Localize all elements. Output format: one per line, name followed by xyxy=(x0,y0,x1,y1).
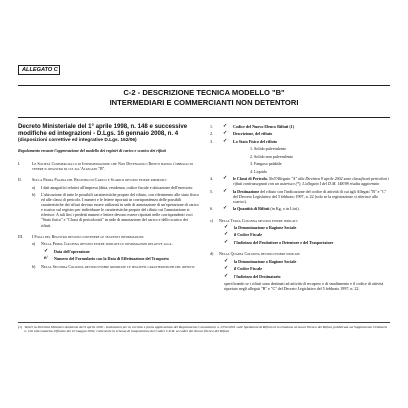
field-6-body xyxy=(233,206,391,211)
field-2-text: Descrizione, del rifiuto xyxy=(233,131,273,137)
checkmark-icon: ✓ xyxy=(223,176,228,182)
physical-state-3-text: 3. Fangoso palabile xyxy=(250,161,282,167)
section-3-a xyxy=(32,241,199,246)
field-4-text: Nell'Allegato "A" alla Direttiva 9 aprile 2002 sono classificati pericolosi i rifiuti contrassegnati con un asterisco (*), L'allegato I del D.M. 148/98 risulta aggiornato xyxy=(233,176,390,187)
physical-state-2 xyxy=(250,154,391,159)
document-header xyxy=(18,88,390,107)
field-6-lead: la Quantità di Rifiuti xyxy=(233,206,270,212)
checkmark-icon: ✓ xyxy=(224,232,229,238)
section-2-numeral: II. xyxy=(18,177,22,183)
section-2-a-text: I dati anagrafici relativi all'impresa (ditta, residenza, codice fiscale e ubicazione dell'esercizio. xyxy=(41,184,194,190)
section-d-text: Nella Quarta Colonna devono essere indicati: xyxy=(219,251,301,257)
checkmark-icon: ✓ xyxy=(223,131,228,137)
section-2-b-text: L'ubicazione di tutte le possibili caratteristiche proprie del rifiuto, con riferimento alle stato fisico ed alle classi di pericolo. I numeri e le lettere riportati in corrispondenza delle possibili caratteristiche dei rifiuti devono essere utilizzati in sede di annotazione di un'operazione di carico e scarico sul registro per individuare le caratteristiche proprie del rifiuto cui l'annotazione si riferisce. A tali fini i predetti numeri e lettere devono essere riportati nelle corrispondenti voci "Stato fisico" e "Classi di pericolosità" in sede di annotazione del carico e dello scarico dei rifiuti. xyxy=(41,192,199,228)
header-rule-top xyxy=(18,85,390,86)
decree-subtitle: (disposizioni correttive ed integrative D.Lgs. 152/06) xyxy=(18,137,137,143)
field-5-lead: la Destinazione xyxy=(233,188,260,194)
section-3-b-text: Nella Seconda Colonna devono essere riportate le seguenti caratteristiche del rifiuto: xyxy=(41,263,196,269)
section-d-item-1 xyxy=(224,259,391,264)
section-3-b-letter: b) xyxy=(32,263,36,269)
section-2-text: Sulla Prima Pagina del Registro di Carico e Scarico devono essere riportati: xyxy=(32,177,167,183)
field-6-number: 6. xyxy=(210,206,214,212)
field-3-text: Lo Stato Fisico del rifiuto xyxy=(233,138,278,144)
section-c-text: Nella Terza Colonna devono essere indicati: xyxy=(219,217,298,223)
field-1 xyxy=(210,124,391,129)
section-3-numeral: III. xyxy=(18,233,24,239)
checkmark-icon: ✓ xyxy=(223,188,228,194)
field-6-text: (in Kg, o in Litri). xyxy=(270,206,300,212)
footnote-text: Valori la Direttiva Ministero Ambiente del 9 aprile 2002 - Indicazioni per la corretta e piena applicazione del Regolamento Comunitario n. 2552/2001 sulle Spedizioni di Rifiuti ed in relazione al nuovo Elenco dei Rifiuti, pubblicata sul Supplemento Ordinario n. 102 alla Gazzetta Ufficiale del 10 maggio 2002, contenente lo schema di trasposizione dei Codici C.E.R. ai codici del Nuovo Elenco dei Rifiuti. xyxy=(24,325,388,334)
checkmark-icon: ✓ xyxy=(224,239,229,245)
field-3-number: 3. xyxy=(210,138,214,144)
physical-state-1-text: 1. Solido pulverulento xyxy=(250,146,287,152)
physical-state-3 xyxy=(250,161,391,166)
field-4-body xyxy=(233,176,391,186)
section-2-a-letter: a) xyxy=(32,184,36,190)
field-4-lead: le Classi di Pericolo. xyxy=(233,176,268,182)
checkmark-icon: ✓ xyxy=(224,258,229,264)
section-3-text: I Fogli del Registro devono contenere le seguenti informazioni: xyxy=(32,233,145,239)
field-1-text: Codice del Nuovo Elenco Rifiuti (1) xyxy=(233,124,295,129)
field-6 xyxy=(210,206,391,211)
checkmark-icon: ✓ xyxy=(224,224,229,230)
field-4-number: 4. xyxy=(210,176,214,182)
section-3-a-item-1 xyxy=(44,249,199,254)
field-3 xyxy=(210,139,391,144)
physical-state-4-text: 4. Liquido xyxy=(250,168,267,174)
checkmark-icon: ✓ xyxy=(223,206,228,212)
section-2-b-letter: b) xyxy=(32,192,36,198)
section-1 xyxy=(18,161,199,171)
allegato-label: ALLEGATO C xyxy=(18,65,60,75)
section-c-item-3-text: l'Indirizzo del Produttore o Detentore e del Trasportatore xyxy=(234,239,334,245)
physical-state-2-text: 2. Solido non pulverulento xyxy=(250,153,294,159)
section-d-note-text: specificando se i rifiuti sono destinati ad attività di recupero o di smaltimento e il codice di attività riportato negli allegati "B" e "C" del Decreto Legislativo del 5 febbraio 1997, n. 22. xyxy=(224,281,384,292)
section-2-b xyxy=(32,192,199,227)
header-title-line1: C-2 - DESCRIZIONE TECNICA MODELLO "B" xyxy=(123,88,285,97)
section-c-letter: c) xyxy=(210,217,214,223)
section-d-letter: d) xyxy=(210,251,214,257)
section-c-item-1 xyxy=(224,225,391,230)
section-2 xyxy=(18,177,199,182)
field-4 xyxy=(210,176,391,186)
section-3-a-item-2 xyxy=(44,256,199,261)
section-3-a-text: Nella Prima Colonna devono essere indicate le informazioni relative alla: xyxy=(41,241,173,247)
section-d-item-1-text: la Denominazione o Ragione Sociale xyxy=(234,258,297,264)
section-1-numeral: I. xyxy=(18,160,21,166)
section-c-item-3 xyxy=(224,240,391,245)
section-3-a-item-1-text: Data dell'operazione xyxy=(54,248,90,254)
decree-title: Decreto Ministeriale del 1° aprile 1998, n. 148 e successive modifiche ed integrazioni - D.Lgs. 16 gennaio 2008, n. 4 xyxy=(18,123,188,137)
checkmark-icon: ✓ xyxy=(223,124,228,129)
field-5-number: 5. xyxy=(210,188,214,194)
footnote xyxy=(18,322,390,334)
section-c xyxy=(210,218,391,223)
section-c-item-1-text: la Denominazione o Ragione Sociale xyxy=(234,224,297,230)
section-1-text: Le Società Commerciali o di Intermediazione che Non Detengono i Rifiuti hanno l'obbligo di tenere il registro di cui all'Allegato "B". xyxy=(32,160,193,171)
section-3-a-item-2-text: Numero del Formulario con la Data di Effettuazione del Trasporto xyxy=(54,256,169,262)
physical-state-4 xyxy=(250,169,391,174)
left-column xyxy=(18,124,199,271)
section-d-item-3 xyxy=(224,274,391,279)
section-3-a-item-2-mark: e/ xyxy=(44,256,48,262)
checkmark-icon: ✓ xyxy=(44,248,49,254)
section-2-a xyxy=(32,185,199,190)
section-d xyxy=(210,251,391,256)
field-5-body xyxy=(233,189,391,204)
field-1-number: 1. xyxy=(210,124,214,129)
field-5 xyxy=(210,189,391,204)
section-c-item-2 xyxy=(224,232,391,237)
field-2-number: 2. xyxy=(210,131,214,137)
section-d-note xyxy=(224,281,391,291)
header-title-line2: INTERMEDIARI E COMMERCIANTI NON DETENTORI xyxy=(109,97,299,107)
physical-state-1 xyxy=(250,146,391,151)
decree-intro: Regolamento recante l'approvazione del modello dei registri di carico e scarico dei rifiuti xyxy=(18,147,166,153)
checkmark-icon: ✓ xyxy=(224,273,229,279)
checkmark-icon: ✓ xyxy=(224,266,229,272)
field-5-text: del rifiuto con l'indicazione del codice di attività di cui agli Allegati "B" e "C" del Decreto Legislativo del 5 febbraio 1997, n. 22 (solo se la registrazione si riferisce allo scarico). xyxy=(233,188,387,204)
right-column xyxy=(210,124,391,294)
footnote-mark: (1) xyxy=(18,325,23,329)
section-d-item-2 xyxy=(224,266,391,271)
checkmark-icon: ✓ xyxy=(223,138,228,144)
section-c-item-2-text: il Codice Fiscale xyxy=(234,232,263,238)
section-3-b xyxy=(32,264,199,269)
section-d-item-3-text: l'Indirizzo del Destinatario xyxy=(234,273,281,279)
section-3-a-letter: a) xyxy=(32,241,36,247)
header-rule-bottom xyxy=(18,117,390,118)
section-3 xyxy=(18,234,199,239)
field-2 xyxy=(210,131,391,136)
section-d-item-2-text: il Codice Fiscale xyxy=(234,266,263,272)
